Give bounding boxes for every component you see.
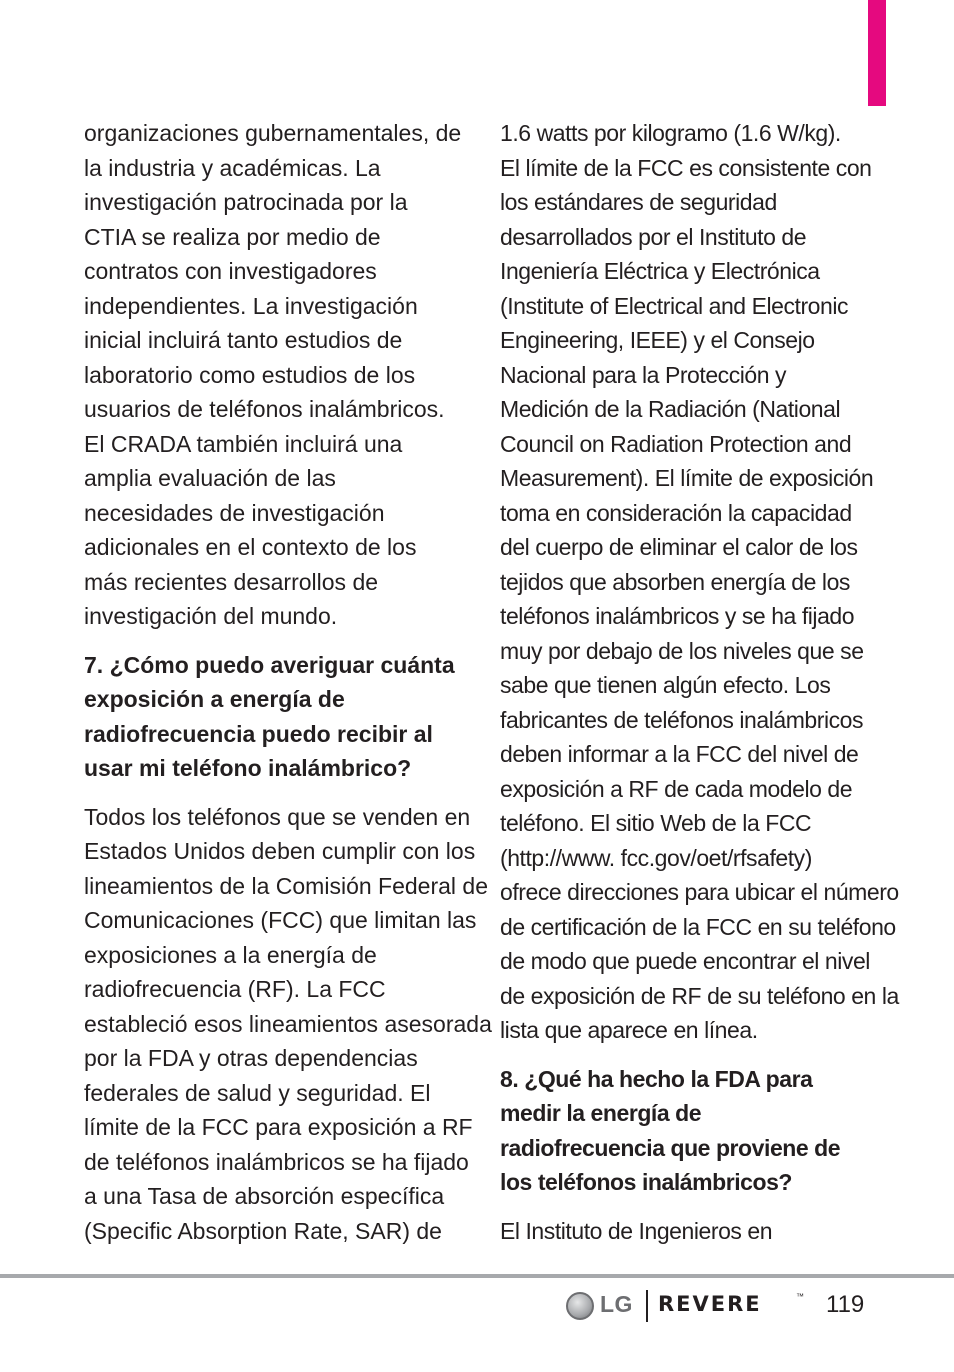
page-number: 119 <box>826 1291 865 1318</box>
text-line: radiofrecuencia que proviene de <box>500 1134 841 1161</box>
text-line: 7. ¿Cómo puedo averiguar cuánta <box>84 651 455 678</box>
text-line: fabricantes de teléfonos inalámbricos <box>500 706 864 733</box>
text-line: la industria y académicas. La <box>84 154 381 181</box>
text-line: toma en consideración la capacidad <box>500 499 852 526</box>
text-line: del cuerpo de eliminar el calor de los <box>500 534 858 560</box>
text-line: a una Tasa de absorción específica <box>84 1183 445 1209</box>
text-line: necesidades de investigación <box>84 499 385 526</box>
text-line: teléfono. El sitio Web de la FCC <box>500 810 812 836</box>
right-paragraph-1 <box>500 116 899 1048</box>
text-line: teléfonos inalámbricos y se ha fijado <box>500 603 855 629</box>
text-line: muy por debajo de los niveles que se <box>500 637 864 664</box>
trademark-symbol: ™ <box>796 1292 804 1301</box>
text-line: los teléfonos inalámbricos? <box>500 1169 793 1195</box>
lg-logo-icon <box>566 1292 594 1320</box>
text-line: medir la energía de <box>500 1100 702 1126</box>
text-line: por la FDA y otras dependencias <box>84 1045 418 1071</box>
question-7-heading <box>84 648 458 786</box>
text-line: Council on Radiation Protection and <box>500 430 852 457</box>
text-line: de teléfonos inalámbricos se ha fijado <box>84 1148 469 1175</box>
text-line: más recientes desarrollos de <box>84 568 379 595</box>
text-line: investigación del mundo. <box>84 603 338 629</box>
text-line: 1.6 watts por kilogramo (1.6 W/kg). <box>500 120 841 146</box>
text-line: laboratorio como estudios de los <box>84 361 416 388</box>
text-line: usar mi teléfono inalámbrico? <box>84 755 412 781</box>
text-line: deben informar a la FCC del nivel de <box>500 741 859 767</box>
footer-rule <box>0 1274 954 1278</box>
text-line: organizaciones gubernamentales, de <box>84 120 462 146</box>
text-line: exposición a RF de cada modelo de <box>500 775 853 802</box>
text-line: lineamientos de la Comisión Federal de <box>84 872 488 899</box>
text-line: investigación patrocinada por la <box>84 189 408 215</box>
page-footer <box>560 1288 880 1328</box>
text-line: Medición de la Radiación (National <box>500 396 841 422</box>
footer-separator <box>646 1290 648 1322</box>
text-line: ofrece direcciones para ubicar el número <box>500 879 899 905</box>
text-line: lista que aparece en línea. <box>500 1017 758 1043</box>
text-line: amplia evaluación de las <box>84 465 336 491</box>
text-line: Measurement). El límite de exposición <box>500 465 874 491</box>
text-line: los estándares de seguridad <box>500 189 777 215</box>
text-line: El límite de la FCC es consistente con <box>500 154 872 181</box>
text-line: estableció esos lineamientos asesorada <box>84 1010 492 1037</box>
text-line: de exposición de RF de su teléfono en la <box>500 982 899 1009</box>
text-line: Engineering, IEEE) y el Consejo <box>500 327 815 353</box>
text-line: de modo que puede encontrar el nivel <box>500 948 870 974</box>
text-line: de certificación de la FCC en su teléfono <box>500 913 896 940</box>
right-paragraph-2 <box>500 1214 874 1249</box>
text-line: adicionales en el contexto de los <box>84 534 417 560</box>
text-line: Estados Unidos deben cumplir con los <box>84 838 476 864</box>
text-line: contratos con investigadores <box>84 258 377 284</box>
text-line: exposiciones a la energía de <box>84 941 377 968</box>
left-paragraph-1 <box>84 116 462 634</box>
text-line: Comunicaciones (FCC) que limitan las <box>84 907 477 933</box>
text-line: El CRADA también incluirá una <box>84 430 403 457</box>
text-line: usuarios de teléfonos inalámbricos. <box>84 396 445 422</box>
left-column <box>84 116 492 1248</box>
text-line: Todos los teléfonos que se venden en <box>84 803 471 830</box>
section-tab <box>868 0 886 106</box>
text-line: Ingeniería Eléctrica y Electrónica <box>500 258 820 284</box>
text-line: CTIA se realiza por medio de <box>84 223 381 250</box>
text-line: desarrollados por el Instituto de <box>500 223 807 250</box>
text-line: Nacional para la Protección y <box>500 361 787 388</box>
text-line: (http://www. fcc.gov/oet/rfsafety) <box>500 844 812 871</box>
text-line: 8. ¿Qué ha hecho la FDA para <box>500 1065 813 1092</box>
right-column <box>500 116 899 1248</box>
text-line: (Institute of Electrical and Electronic <box>500 292 849 319</box>
text-line: (Specific Absorption Rate, SAR) de <box>84 1217 442 1244</box>
text-line: sabe que tienen algún efecto. Los <box>500 672 831 698</box>
text-line: radiofrecuencia (RF). La FCC <box>84 976 386 1002</box>
text-line: independientes. La investigación <box>84 292 418 319</box>
text-line: El Instituto de Ingenieros en <box>500 1217 773 1244</box>
text-line: radiofrecuencia puedo recibir al <box>84 720 433 747</box>
text-line: federales de salud y seguridad. El <box>84 1079 431 1106</box>
text-line: tejidos que absorben energía de los <box>500 568 850 595</box>
left-paragraph-2 <box>84 800 492 1249</box>
lg-logo-text: LG <box>600 1291 633 1317</box>
product-name: REVERE <box>658 1292 762 1316</box>
question-8-heading <box>500 1062 874 1200</box>
text-line: exposición a energía de <box>84 686 345 712</box>
text-line: inicial incluirá tanto estudios de <box>84 327 403 353</box>
text-line: límite de la FCC para exposición a RF <box>84 1114 473 1140</box>
